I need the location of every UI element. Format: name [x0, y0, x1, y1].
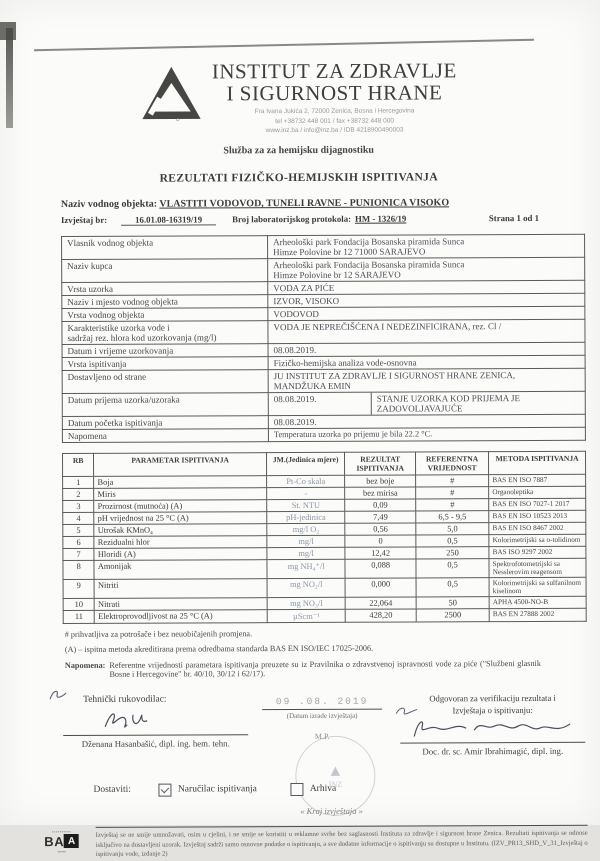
cell-parameter: Miris — [94, 488, 267, 501]
institute-name: INSTITUT ZA ZDRAVLJE I SIGURNOST HRANE — [211, 58, 457, 106]
info-value: VODOVOD — [268, 307, 585, 321]
col-header-result: REZULTAT ISPITIVANJA — [345, 452, 416, 475]
stamp-text: INZ — [328, 779, 343, 789]
report-no-value: 16.01.08-16319/19 — [121, 215, 216, 226]
checkbox-unchecked-icon — [291, 783, 304, 796]
cell-unit: - — [267, 488, 345, 500]
result-row — [63, 559, 586, 580]
bata-logo-text: BA — [44, 833, 65, 849]
info-label: Vrsta uzorka — [62, 282, 268, 296]
distribution-option-orderer — [159, 783, 257, 796]
department-name: Služba za za hemijsku dijagnostiku — [223, 145, 374, 157]
cell-method: Kolorimetrijski sa sulfanilnom kiselinom — [489, 578, 586, 597]
distribution-row — [93, 781, 600, 796]
signature-line — [63, 735, 248, 737]
cell-rb: 3 — [63, 501, 94, 513]
cell-result: 0,56 — [345, 523, 416, 535]
protocol-label: Broj laboratorijskog protokola: — [232, 214, 352, 225]
seal-placeholder: M.P. — [314, 732, 330, 742]
info-value: 08.08.2019. — [268, 343, 585, 357]
cell-parameter: Nitrati — [94, 598, 267, 611]
cell-reference: # — [416, 487, 489, 499]
result-row — [63, 609, 586, 624]
report-no-label: Izvještaj br: — [60, 215, 108, 226]
bata-logo-subline: ▪▪▪▪▪▪ — [57, 848, 66, 854]
info-label: Vrsta vodnog objekta — [62, 308, 268, 322]
info-label: Napomena — [62, 429, 268, 443]
report-date-stamp: 09 .08. 2019 — [275, 696, 369, 708]
page-indicator: Strana 1 od 1 — [488, 213, 539, 224]
handwritten-mark-icon — [47, 687, 69, 705]
info-label: Datum i vrijeme uzorkovanja — [62, 344, 268, 358]
report-footer — [36, 824, 588, 860]
notes-section — [65, 628, 541, 679]
reference-note — [65, 659, 541, 679]
cell-reference: 6,5 - 9,5 — [416, 511, 489, 523]
cell-rb: 4 — [63, 513, 94, 525]
bata-logo-topline: ▪▪▪▪▪▪▪▪▪▪ — [52, 828, 72, 834]
result-row — [63, 578, 586, 599]
info-value: VODA ZA PIĆE — [268, 281, 585, 295]
verifier-signature — [408, 715, 578, 740]
info-value: VODA JE NEPREČIŠĆENA I NEDEZINFICIRANA, rez. Cl / — [268, 320, 585, 344]
verifier-block — [400, 693, 585, 756]
cell-rb: 6 — [63, 537, 94, 549]
results-table — [62, 451, 587, 624]
end-of-report-text: « Kraj izvještaja » — [300, 805, 363, 816]
cell-reference: 0,5 — [416, 578, 489, 597]
cell-method: BAS ISO 9297 2002 — [489, 547, 586, 559]
info-value: Arheološki park Fondacija Bosanska piramida Sunca Himze Polovine br 12 71000 SARAJEVO — [268, 235, 585, 259]
col-header-unit: JM.(Jedinica mjere) — [266, 453, 345, 476]
info-value: Fizičko-hemijska analiza vode-osnovna — [268, 356, 585, 370]
date-stamp-caption: (Datum izrade izvještaja) — [286, 712, 358, 721]
cell-unit: µScm⁻¹ — [267, 610, 345, 623]
info-row-characteristics — [62, 320, 585, 345]
cell-parameter: Hloridi (A) — [94, 548, 267, 561]
info-label: Datum prijema uzorka/uzoraka — [62, 393, 268, 417]
handwritten-mark-icon — [394, 704, 420, 720]
cell-unit: mg/l — [267, 536, 345, 548]
cell-parameter: Utrošak KMnO₄ — [94, 524, 267, 537]
address-line-1: Fra Ivana Jukića 2, 72000 Zenica, Bosna i Hercegovina — [254, 107, 415, 116]
cell-result: 0,09 — [345, 499, 416, 511]
cell-unit: pH-jedinica — [267, 512, 345, 524]
verifier-name: Doc. dr. sc. Amir Ibrahimagić, dipl. ing. — [422, 745, 564, 757]
receipt-date: 08.08.2019. — [273, 394, 317, 405]
cell-parameter: Boja — [94, 476, 267, 489]
cell-result: 22,064 — [346, 597, 417, 609]
stamp-triangle-icon: ▲ — [327, 762, 344, 780]
info-label: Vlasnik vodnog objekta — [62, 236, 268, 260]
cell-method: BAS EN ISO 7027-1 2017 — [489, 499, 586, 511]
cell-parameter: Amonijak — [94, 560, 267, 580]
col-header-reference: REFERENTNA VRIJEDNOST — [415, 452, 488, 475]
cell-result: 428,20 — [346, 609, 417, 622]
cell-reference: 2500 — [416, 609, 489, 622]
technical-manager-block — [63, 695, 248, 758]
cell-result: 0,088 — [345, 559, 416, 578]
checkbox-checked-icon — [159, 783, 172, 796]
cell-unit: mg/l — [267, 548, 345, 560]
cell-method: BAS EN ISO 10523 2013 — [489, 511, 586, 523]
hash-note: # prihvatljiva za potrošače i bez neuobičajenih promjena. — [64, 629, 253, 640]
cell-rb: 7 — [63, 549, 94, 561]
water-object-label: Naziv vodnog objekta: — [60, 198, 158, 211]
cell-method: BAS EN ISO 8467 2002 — [489, 523, 586, 535]
institute-triangle-logo-icon — [140, 64, 202, 122]
info-label: Naziv i mjesto vodnog objekta — [62, 295, 268, 309]
cell-result: 12,42 — [345, 547, 416, 559]
report-meta — [61, 197, 539, 226]
cell-reference: 250 — [416, 547, 489, 559]
cell-unit: Pt-Co skala — [267, 476, 345, 488]
scan-artifact-top-line — [34, 39, 534, 51]
cell-result: 7,49 — [345, 511, 416, 523]
info-value: 08.08.2019. — [268, 415, 585, 429]
sample-condition-status: STANJE UZORKA KOD PRIJEMA JE ZADOVOLJAVAJUĆE — [371, 392, 585, 415]
info-value: IZVOR, VISOKO — [268, 294, 585, 308]
results-header-row — [62, 452, 585, 477]
signature-line — [400, 741, 585, 743]
cell-unit: St. NTU — [267, 500, 345, 512]
info-row-receipt-date — [62, 392, 585, 417]
cell-result: 0 — [345, 535, 416, 547]
info-label: Karakteristike uzorka vode i sadržaj rez. hlora kod uzorkovanja (mg/l) — [62, 321, 268, 345]
cell-method: BAS EN ISO 7887 — [489, 475, 586, 487]
info-label: Naziv kupca — [62, 259, 268, 283]
cell-unit: mg NH₄⁺/l — [267, 560, 346, 579]
cell-rb: 8 — [63, 561, 94, 580]
cell-method: Kolorimetrijski sa o-tolidinom — [489, 535, 586, 547]
distribution-option-archive — [291, 783, 336, 796]
cell-parameter: Prozirnost (mutnoća) (A) — [94, 500, 267, 513]
cell-reference: # — [416, 475, 489, 487]
cell-unit: mg NO₂/l — [267, 579, 346, 598]
cell-result: bez mirisa — [345, 487, 416, 499]
distribution-option-label: Naručilac ispitivanja — [177, 784, 257, 795]
col-header-parameter: PARAMETAR ISPITIVANJA — [94, 453, 267, 477]
info-row-owner — [62, 235, 585, 260]
col-header-method: METODA ISPITIVANJA — [489, 452, 586, 475]
report-number-line — [61, 213, 539, 226]
technical-manager-signature — [97, 707, 187, 733]
technical-manager-label: Tehnički rukovodilac: — [83, 694, 167, 706]
cell-reference: 0,5 — [416, 535, 489, 547]
info-label: Vrsta ispitivanja — [62, 357, 268, 371]
institute-header-text — [212, 59, 457, 135]
sample-info-table — [61, 234, 586, 443]
signature-line — [262, 709, 382, 711]
scan-artifact-corner — [0, 22, 16, 40]
cell-method: Spektrofotometrijski sa Nesslerovim reagensom — [489, 559, 586, 578]
institute-address — [212, 106, 457, 135]
protocol-value: HM - 1326/19 — [354, 213, 407, 225]
verifier-label: Odgovoran za verifikaciju rezultata i Izvještaja o ispitivanju: — [429, 693, 556, 715]
cell-unit: mg/l O₂ — [267, 524, 345, 536]
col-header-rb: RB — [62, 454, 93, 477]
cell-result: 0,000 — [345, 578, 416, 597]
cell-rb: 5 — [63, 525, 94, 537]
signature-section — [63, 693, 585, 789]
cell-rb: 11 — [63, 611, 94, 624]
technical-manager-name: Dženana Hasanbašić, dipl. ing. hem. tehn. — [81, 738, 230, 750]
info-value: Temperatura uzorka po prijemu je bila 22.2 °C. — [268, 428, 585, 442]
address-line-3: www.inz.ba / info@inz.ba / IDB 4218900490003 — [265, 126, 404, 135]
info-value-split — [268, 392, 585, 416]
water-object-line — [61, 197, 539, 210]
cell-reference: # — [416, 499, 489, 511]
cell-parameter: Nitriti — [94, 579, 267, 599]
cell-reference: 5,0 — [416, 523, 489, 535]
cell-parameter: Rezidualni hlor — [94, 536, 267, 549]
info-row-delivered-by — [62, 369, 585, 394]
cell-parameter: Elektroprovodljivost na 25 °C (A) — [95, 610, 268, 624]
cell-rb: 1 — [63, 477, 94, 489]
cell-rb: 9 — [63, 580, 94, 599]
report-content — [0, 51, 600, 861]
reference-note-text: Referentne vrijednosti parametara ispitivanja preuzete su iz Pravilnika o zdravstvenoj ispravnosti vode za piće ("Službeni glasnik Bosne i Hercegovine" br. 40/10, 30/12 i 62/17). — [109, 659, 541, 680]
cell-method: Organoleptika — [489, 487, 586, 499]
reference-note-label: Napomena: — [64, 661, 106, 671]
address-line-2: tel +38732 448 001 / fax +38732 448 000 — [275, 117, 395, 125]
cell-rb: 2 — [63, 489, 94, 501]
cell-reference: 50 — [416, 597, 489, 609]
distribution-option-label: Arhiva — [309, 784, 337, 795]
cell-reference: 0,5 — [416, 559, 489, 578]
cell-unit: mg NO₃/l — [267, 598, 345, 610]
cell-result: bez boje — [345, 475, 416, 487]
info-label: Datum početka ispitivanja — [62, 416, 268, 430]
cell-method: APHA 4500-NO-B — [489, 597, 586, 609]
info-value: Arheološki park Fondacija Bosanska piramida Sunca Himze Polovine br 12 SARAJEVO — [268, 258, 585, 282]
bata-accreditation-logo — [36, 829, 88, 854]
accreditation-note: (A) – ispitna metoda akreditirana prema odredbama standarda BAS EN ISO/IEC 17025-2006. — [64, 644, 374, 655]
info-row-remark — [62, 428, 585, 443]
bata-logo-box: A — [64, 834, 79, 848]
legal-disclaimer-text: Izvještaj se ne smije umnožavati, osim u cjelini, i ne smije se koristiti u reklamne svrhe bez saglasnosti Instituta za zdravlje i sigurnost hrane Zenica. Rezultati ispitivanja se odnose isključivo na dostavljeni uzorak. Izvještaj sadrži samo osnovne podatke o ispitivanju, a sve dodatne informacije o ispitivanju su dostupne u Institutu. (IZV_PR13_SHD_V_31_Izvještaj o ispitivanju vode, izdanje 2) — [96, 824, 588, 860]
info-label: Dostavljeno od strane — [62, 370, 268, 394]
date-stamp-block — [262, 694, 382, 757]
cell-method: BAS EN 27888 2002 — [489, 609, 586, 622]
cell-parameter: pH vrijednost na 25 °C (A) — [94, 512, 267, 525]
info-value: JU INSTITUT ZA ZDRAVLJE I SIGURNOST HRANE ZENICA, MANDŽUKA EMIN — [268, 369, 585, 393]
info-row-customer — [62, 258, 585, 283]
report-header — [0, 59, 599, 137]
water-object-value: VLASTITI VODOVOD, TUNELI RAVNE - PUNIONICA VISOKO — [159, 197, 450, 210]
distribution-label: Dostaviti: — [93, 784, 131, 796]
document-title: REZULTATI FIZIČKO-HEMIJSKIH ISPITIVANJA — [159, 171, 439, 185]
cell-rb: 10 — [63, 599, 94, 611]
